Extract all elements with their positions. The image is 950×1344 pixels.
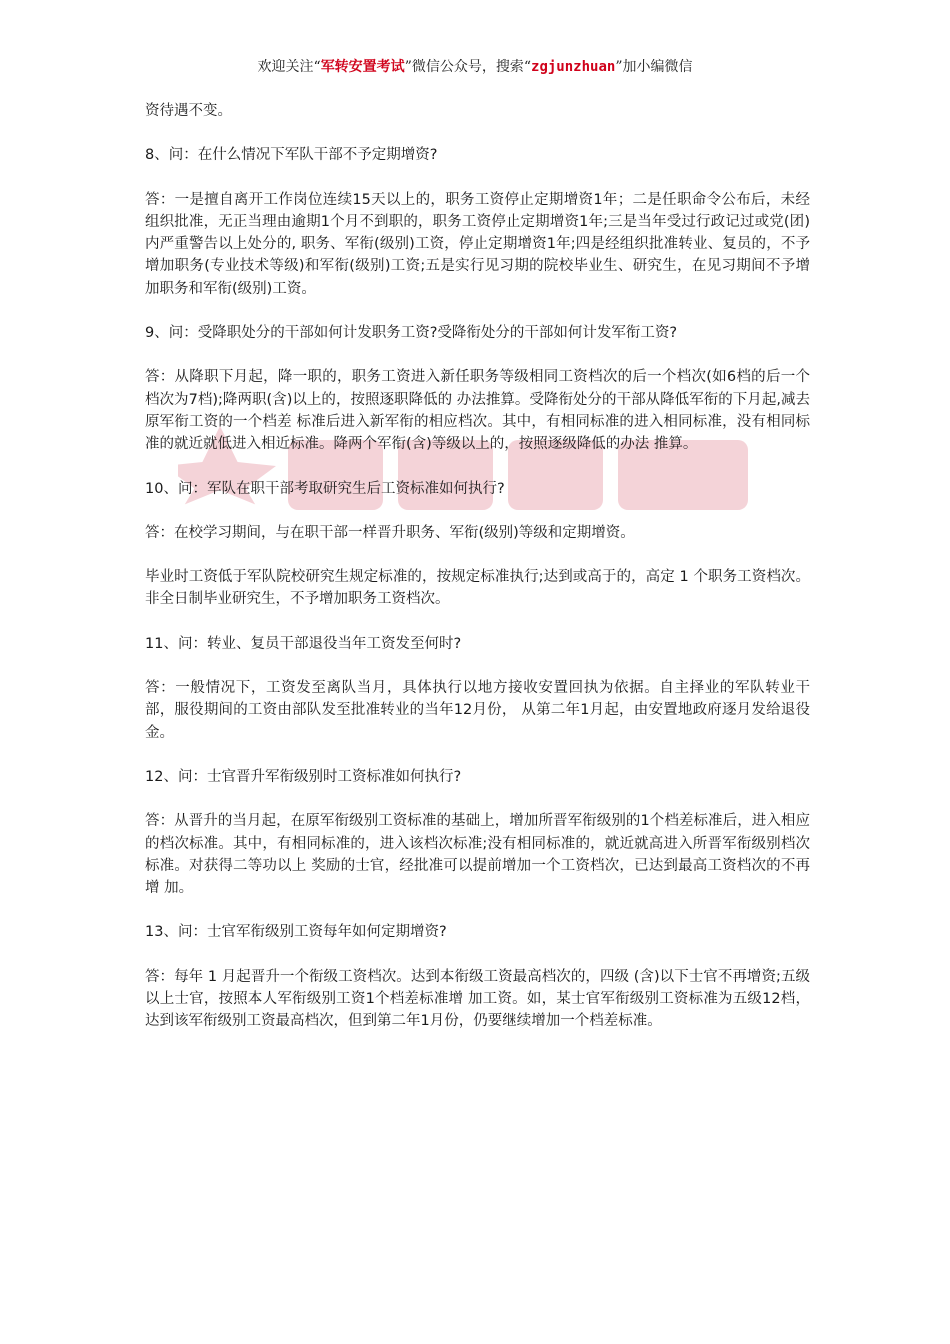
question-12: 12、问：士官晋升军衔级别时工资标准如何执行?	[145, 768, 462, 785]
question-8: 8、问：在什么情况下军队干部不予定期增资?	[145, 147, 438, 164]
answer-10: 答：在校学习期间，与在职干部一样晋升职务、军衔(级别)等级和定期增资。	[145, 524, 635, 541]
page-header	[0, 57, 950, 77]
answer-12: 答：从晋升的当月起，在原军衔级别工资标准的基础上，增加所晋军衔级别的1个档差标准后，进入相应的档次标准。其中，有相同标准的，进入该档次标准;没有相同标准的，就近就高进入所晋军衔级别档次标准。对获得二等功以上 奖励的士官，经批准可以提前增加一个工资档次，已达到最高工资档次的不再增 加。	[145, 813, 810, 897]
document-body	[145, 100, 810, 1055]
question-13: 13、问：士官军衔级别工资每年如何定期增资?	[145, 924, 447, 941]
header-search-term: zgjunzhuan	[531, 59, 616, 75]
header-account-name: 军转安置考试	[320, 59, 405, 75]
answer-8: 答：一是擅自离开工作岗位连续15天以上的，职务工资停止定期增资1年；二是任职命令公布后，未经组织批准，无正当理由逾期1个月不到职的，职务工资停止定期增资1年;三是当年受过行政记过或党(团)内严重警告以上处分的, 职务、军衔(级别)工资，停止定期增资1年;四是经组织批准转业、复员的，不予增加职务(专业技术等级)和军衔(级别)工资;五是实行见习期的院校毕业生、研究生，在见习期间不予增加职务和军衔(级别)工资。	[145, 191, 810, 297]
question-9: 9、问：受降职处分的干部如何计发职务工资?受降衔处分的干部如何计发军衔工资?	[145, 325, 678, 342]
question-10: 10、问：军队在职干部考取研究生后工资标准如何执行?	[145, 480, 505, 497]
answer-9: 答：从降职下月起，降一职的，职务工资进入新任职务等级相同工资档次的后一个档次(如6档的后一个档次为7档);降两职(含)以上的，按照逐职降低的 办法推算。受降衔处分的干部从降低军衔的下月起,减去原军衔工资的一个档差 标准后进入新军衔的相应档次。其中，有相同标准的进入相同标准，没有相同标 准的就近就低进入相近标准。降两个军衔(含)等级以上的，按照逐级降低的办法 推算。	[145, 369, 810, 453]
answer-10-continued: 毕业时工资低于军队院校研究生规定标准的，按规定标准执行;达到或高于的，高定 1 个职务工资档次。非全日制毕业研究生，不予增加职务工资档次。	[145, 569, 810, 608]
answer-11: 答：一般情况下，工资发至离队当月，具体执行以地方接收安置回执为依据。自主择业的军队转业干部，服役期间的工资由部队发至批准转业的当年12月份， 从第二年1月起，由安置地政府逐月发给退役金。	[145, 680, 810, 741]
header-prefix: 欢迎关注“	[257, 59, 321, 75]
header-suffix: ”加小编微信	[615, 59, 693, 75]
answer-13: 答：每年 1 月起晋升一个衔级工资档次。达到本衔级工资最高档次的，四级 (含)以下士官不再增资;五级以上士官，按照本人军衔级别工资1个档差标准增 加工资。如，某士官军衔级别工资标准为五级12档，达到该军衔级别工资最高档次，但到第二年1月份，仍要继续增加一个档差标准。	[145, 968, 810, 1030]
paragraph: 资待遇不变。	[145, 103, 232, 119]
header-mid: ”微信公众号，搜索“	[404, 59, 532, 75]
question-11: 11、问：转业、复员干部退役当年工资发至何时?	[145, 635, 462, 652]
